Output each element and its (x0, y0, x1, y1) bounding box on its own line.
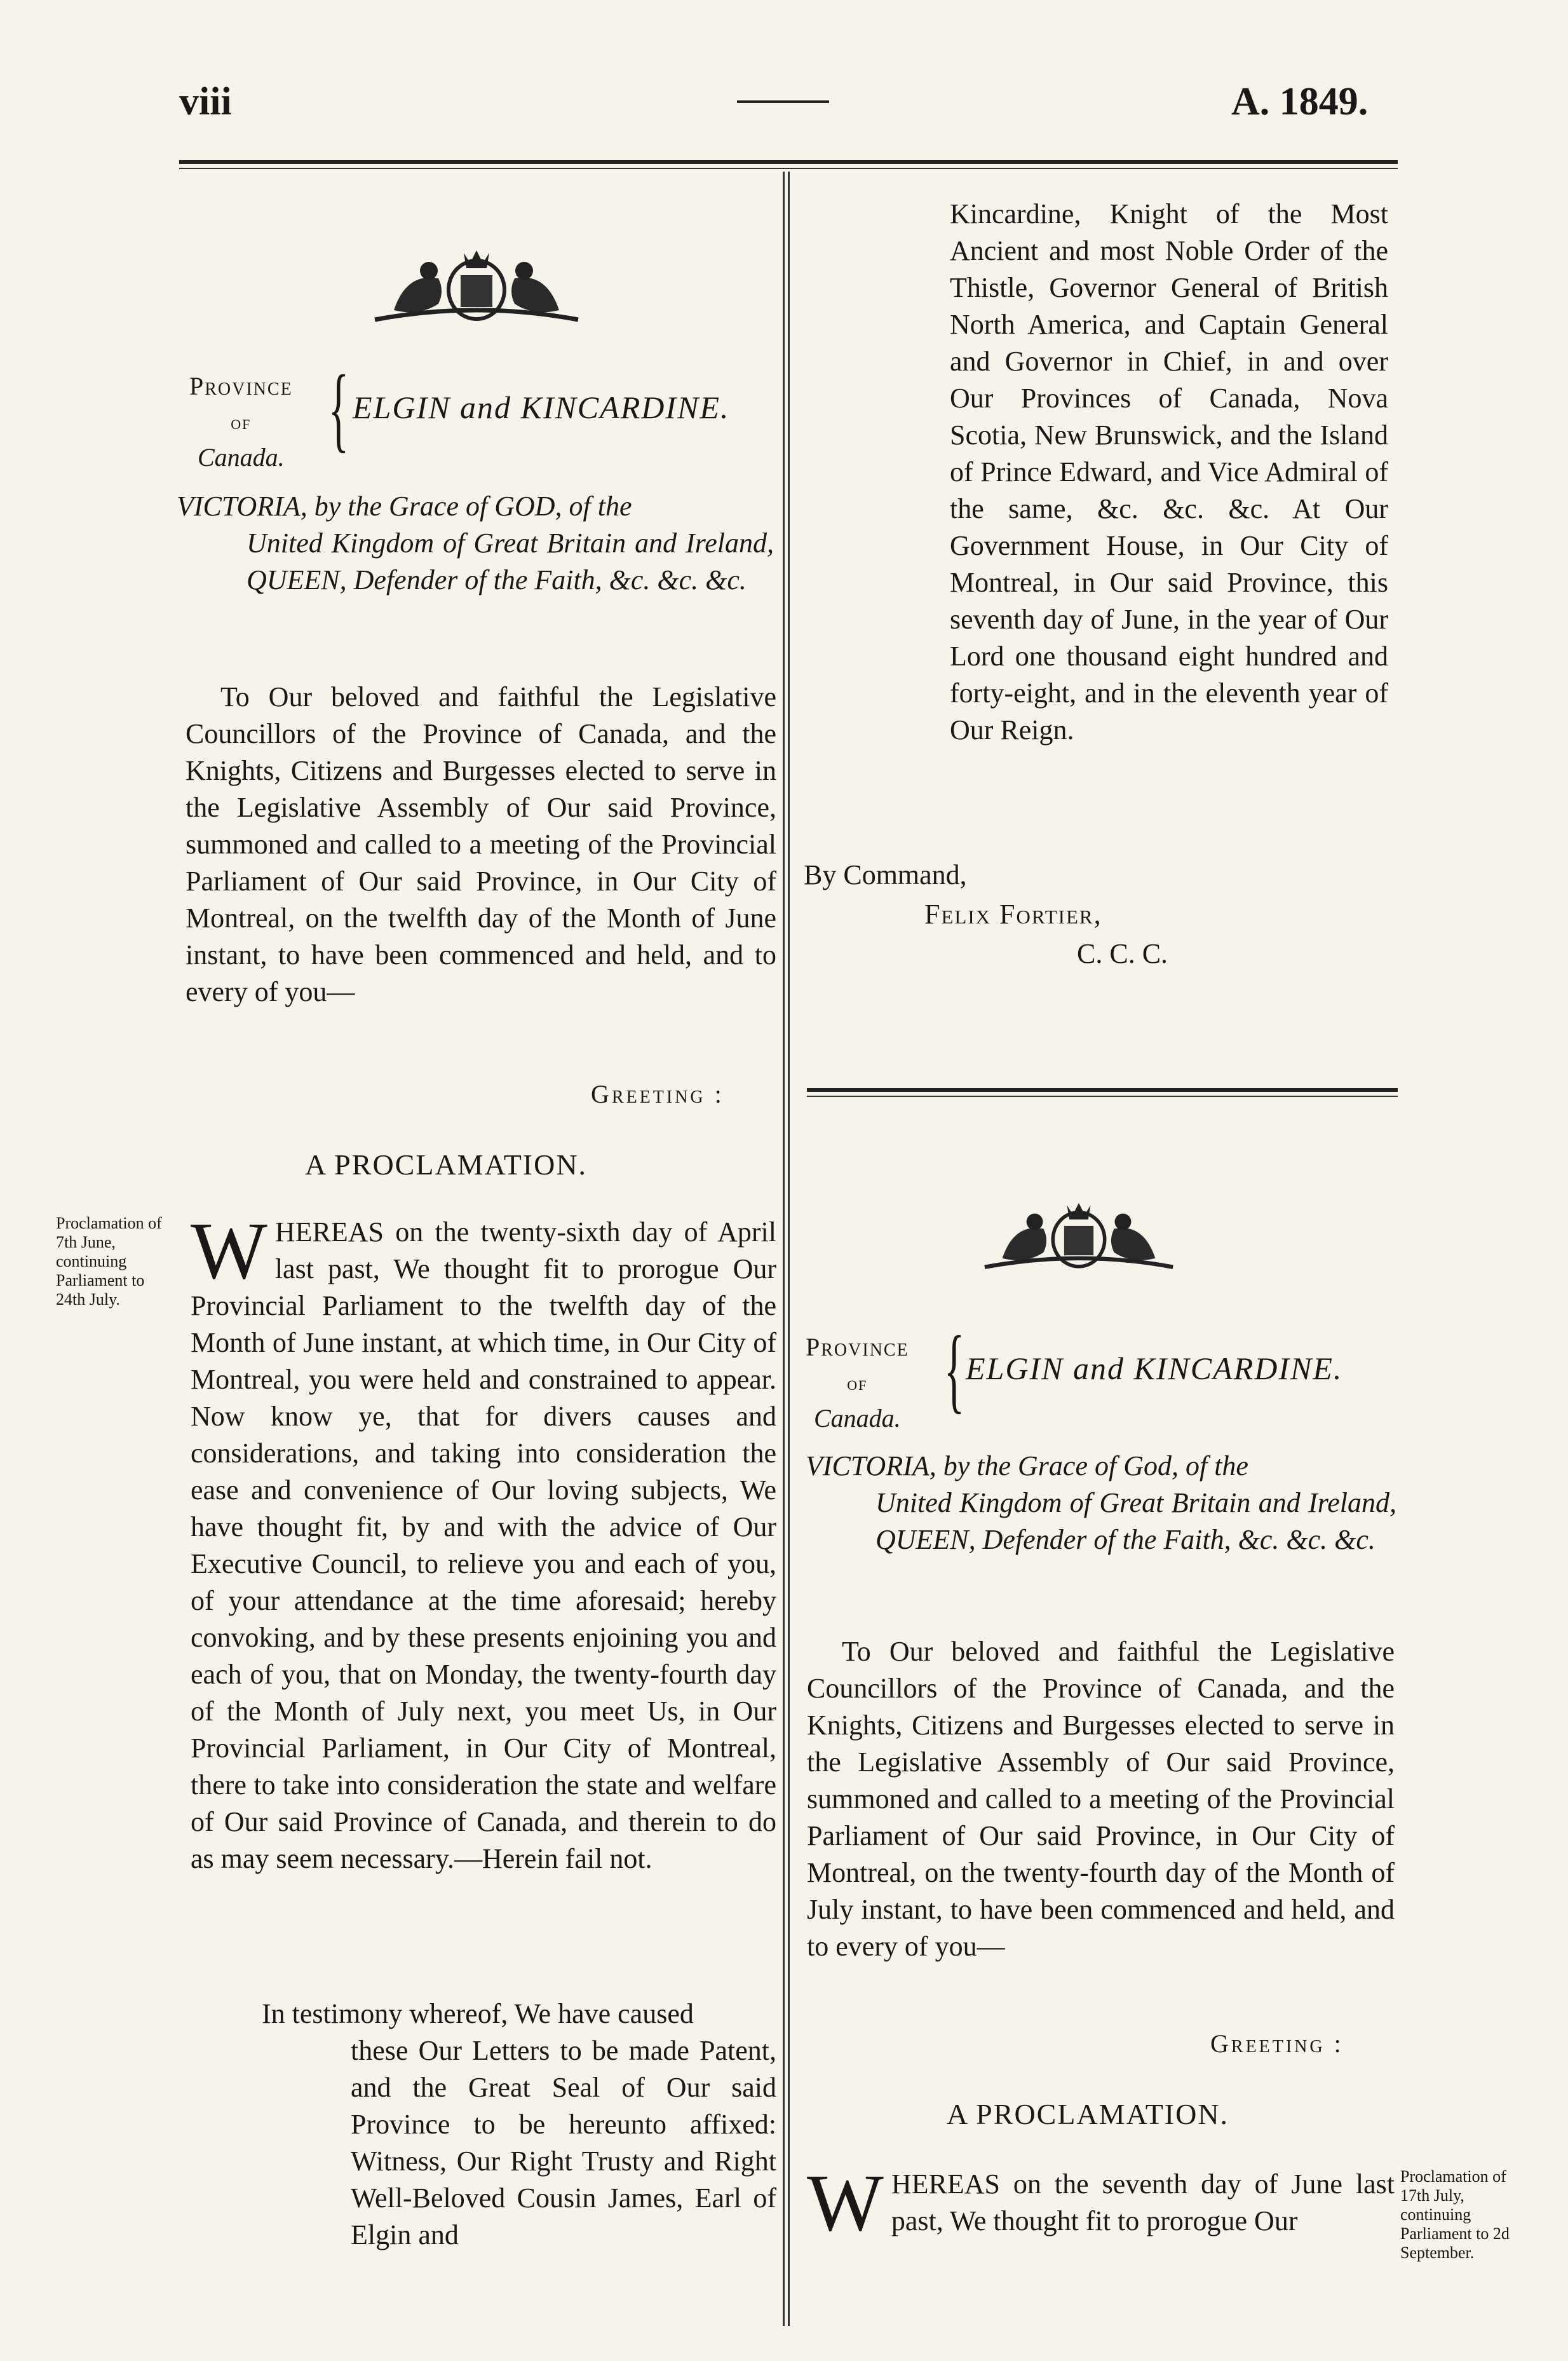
testimony-block (262, 1996, 776, 2254)
continuation-right (950, 196, 1388, 749)
page-number: viii (179, 80, 232, 123)
body-text: HEREAS on the twenty-sixth day of April last past, We thought fit to prorogue Our Provincial Parliament to the twelfth day of the Month of June instant, at which time, in Our City of Montreal, you were held and constrained to appear. Now know ye, that for divers causes and considerations, and taking into consideration the ease and convenience of Our loving subjects, We have thought fit, by and with the advice of Our Executive Council, to relieve you and each of you, of your attendance at the time aforesaid; hereby convoking, and by these presents enjoining you and each of you, that on Monday, the twenty-fourth day of the Month of July next, you meet Us, in Our Provincial Parliament, in Our City of Montreal, there to take into consideration the state and welfare of Our said Province of Canada, and therein to do as may seem necessary.—Herein fail not. (191, 1216, 776, 1874)
signer-name: Felix Fortier, (924, 899, 1102, 930)
victoria-line1: VICTORIA, by the Grace of God, of the (806, 1450, 1248, 1481)
dropcap-w: W (807, 2158, 884, 2248)
signature-block (804, 857, 1375, 972)
column-divider (783, 172, 785, 2326)
body-text: HEREAS on the seventh day of June last past, We thought fit to prorogue Our (891, 2168, 1395, 2236)
by-command: By Command, (804, 859, 967, 890)
testimony-first: In testimony whereof, We have caused (262, 1998, 694, 2029)
dropcap-w: W (191, 1206, 267, 1296)
testimony-rest: these Our Letters to be made Patent, and the Great Seal of Our said Province to be hereunto affixed: Witness, Our Right Trusty and Right Well-Beloved Cousin James, Earl of Elgin and (351, 2035, 776, 2250)
royal-arms-icon (368, 240, 585, 326)
section-rule-thin (807, 1096, 1398, 1097)
header-rule-thin (179, 168, 1398, 169)
province-of: of (847, 1371, 868, 1394)
governor-name: ELGIN and KINCARDINE. (966, 1351, 1343, 1386)
victoria-title-right (806, 1448, 1396, 1558)
victoria-rest: United Kingdom of Great Britain and Ireland, QUEEN, Defender of the Faith, &c. &c. &c. (875, 1487, 1396, 1555)
address-text: To Our beloved and faithful the Legislative Councillors of the Province of Canada, and the Knights, Citizens and Burgesses elected to serve in the Legislative Assembly of Our said Province, summoned and called to a meeting of the Provincial Parliament of Our said Province, in Our City of Montreal, on the twenty-fourth day of the Month of July instant, to have been commenced and held, and to every of you— (807, 1636, 1395, 1962)
province-label: Province (806, 1333, 909, 1361)
province-label: Province (189, 372, 293, 400)
signer-title: C. C. C. (1077, 938, 1168, 969)
governor-name: ELGIN and KINCARDINE. (353, 390, 730, 425)
brace-icon: { (943, 1317, 965, 1422)
province-name: Canada. (814, 1404, 901, 1432)
address-right (807, 1633, 1395, 1965)
greeting-right: Greeting : (1210, 2029, 1344, 2058)
victoria-line1: VICTORIA, by the Grace of GOD, of the (177, 491, 632, 522)
header-dash (737, 100, 829, 103)
margin-note-left: Proclamation of 7th June, continuing Parliament to 24th July. (56, 1214, 162, 1309)
proclamation-body-right (807, 2158, 1395, 2248)
victoria-rest: United Kingdom of Great Britain and Ireland, QUEEN, Defender of the Faith, &c. &c. &c. (247, 527, 774, 595)
continuation-text: Kincardine, Knight of the Most Ancient and most Noble Order of the Thistle, Governor General of British North America, and Captain General and Governor in Chief, in and over Our Provinces of Canada, Nova Scotia, New Brunswick, and the Island of Prince Edward, and Vice Admiral of the same, &c. &c. &c. At Our Government House, in Our City of Montreal, in Our said Province, this seventh day of June, in the year of Our Lord one thousand eight hundred and forty-eight, and in the eleventh year of Our Reign. (950, 198, 1388, 745)
address-text: To Our beloved and faithful the Legislative Councillors of the Province of Canada, and the Knights, Citizens and Burgesses elected to serve in the Legislative Assembly of Our said Province, summoned and called to a meeting of the Provincial Parliament of Our said Province, in Our City of Montreal, on the twelfth day of the Month of June instant, to have been commenced and held, and to every of you— (186, 681, 776, 1007)
section-rule (807, 1088, 1398, 1092)
brace-icon: { (328, 356, 349, 461)
province-name: Canada. (198, 443, 285, 472)
greeting-left: Greeting : (591, 1080, 724, 1108)
proclamation-title-left: A PROCLAMATION. (305, 1148, 588, 1181)
address-left (186, 679, 776, 1010)
royal-arms-icon (977, 1194, 1180, 1273)
header-rule (179, 160, 1398, 164)
margin-note-right: Proclamation of 17th July, continuing Parliament to 2d September. (1400, 2167, 1510, 2262)
victoria-title-left (177, 488, 774, 599)
province-of: of (231, 411, 252, 433)
province-block-right (806, 1330, 909, 1436)
province-block-left (189, 369, 293, 475)
year-heading: A. 1849. (1231, 80, 1369, 123)
proclamation-title-right: A PROCLAMATION. (947, 2098, 1229, 2130)
proclamation-body-left (191, 1206, 776, 1877)
column-divider-2 (788, 172, 790, 2326)
